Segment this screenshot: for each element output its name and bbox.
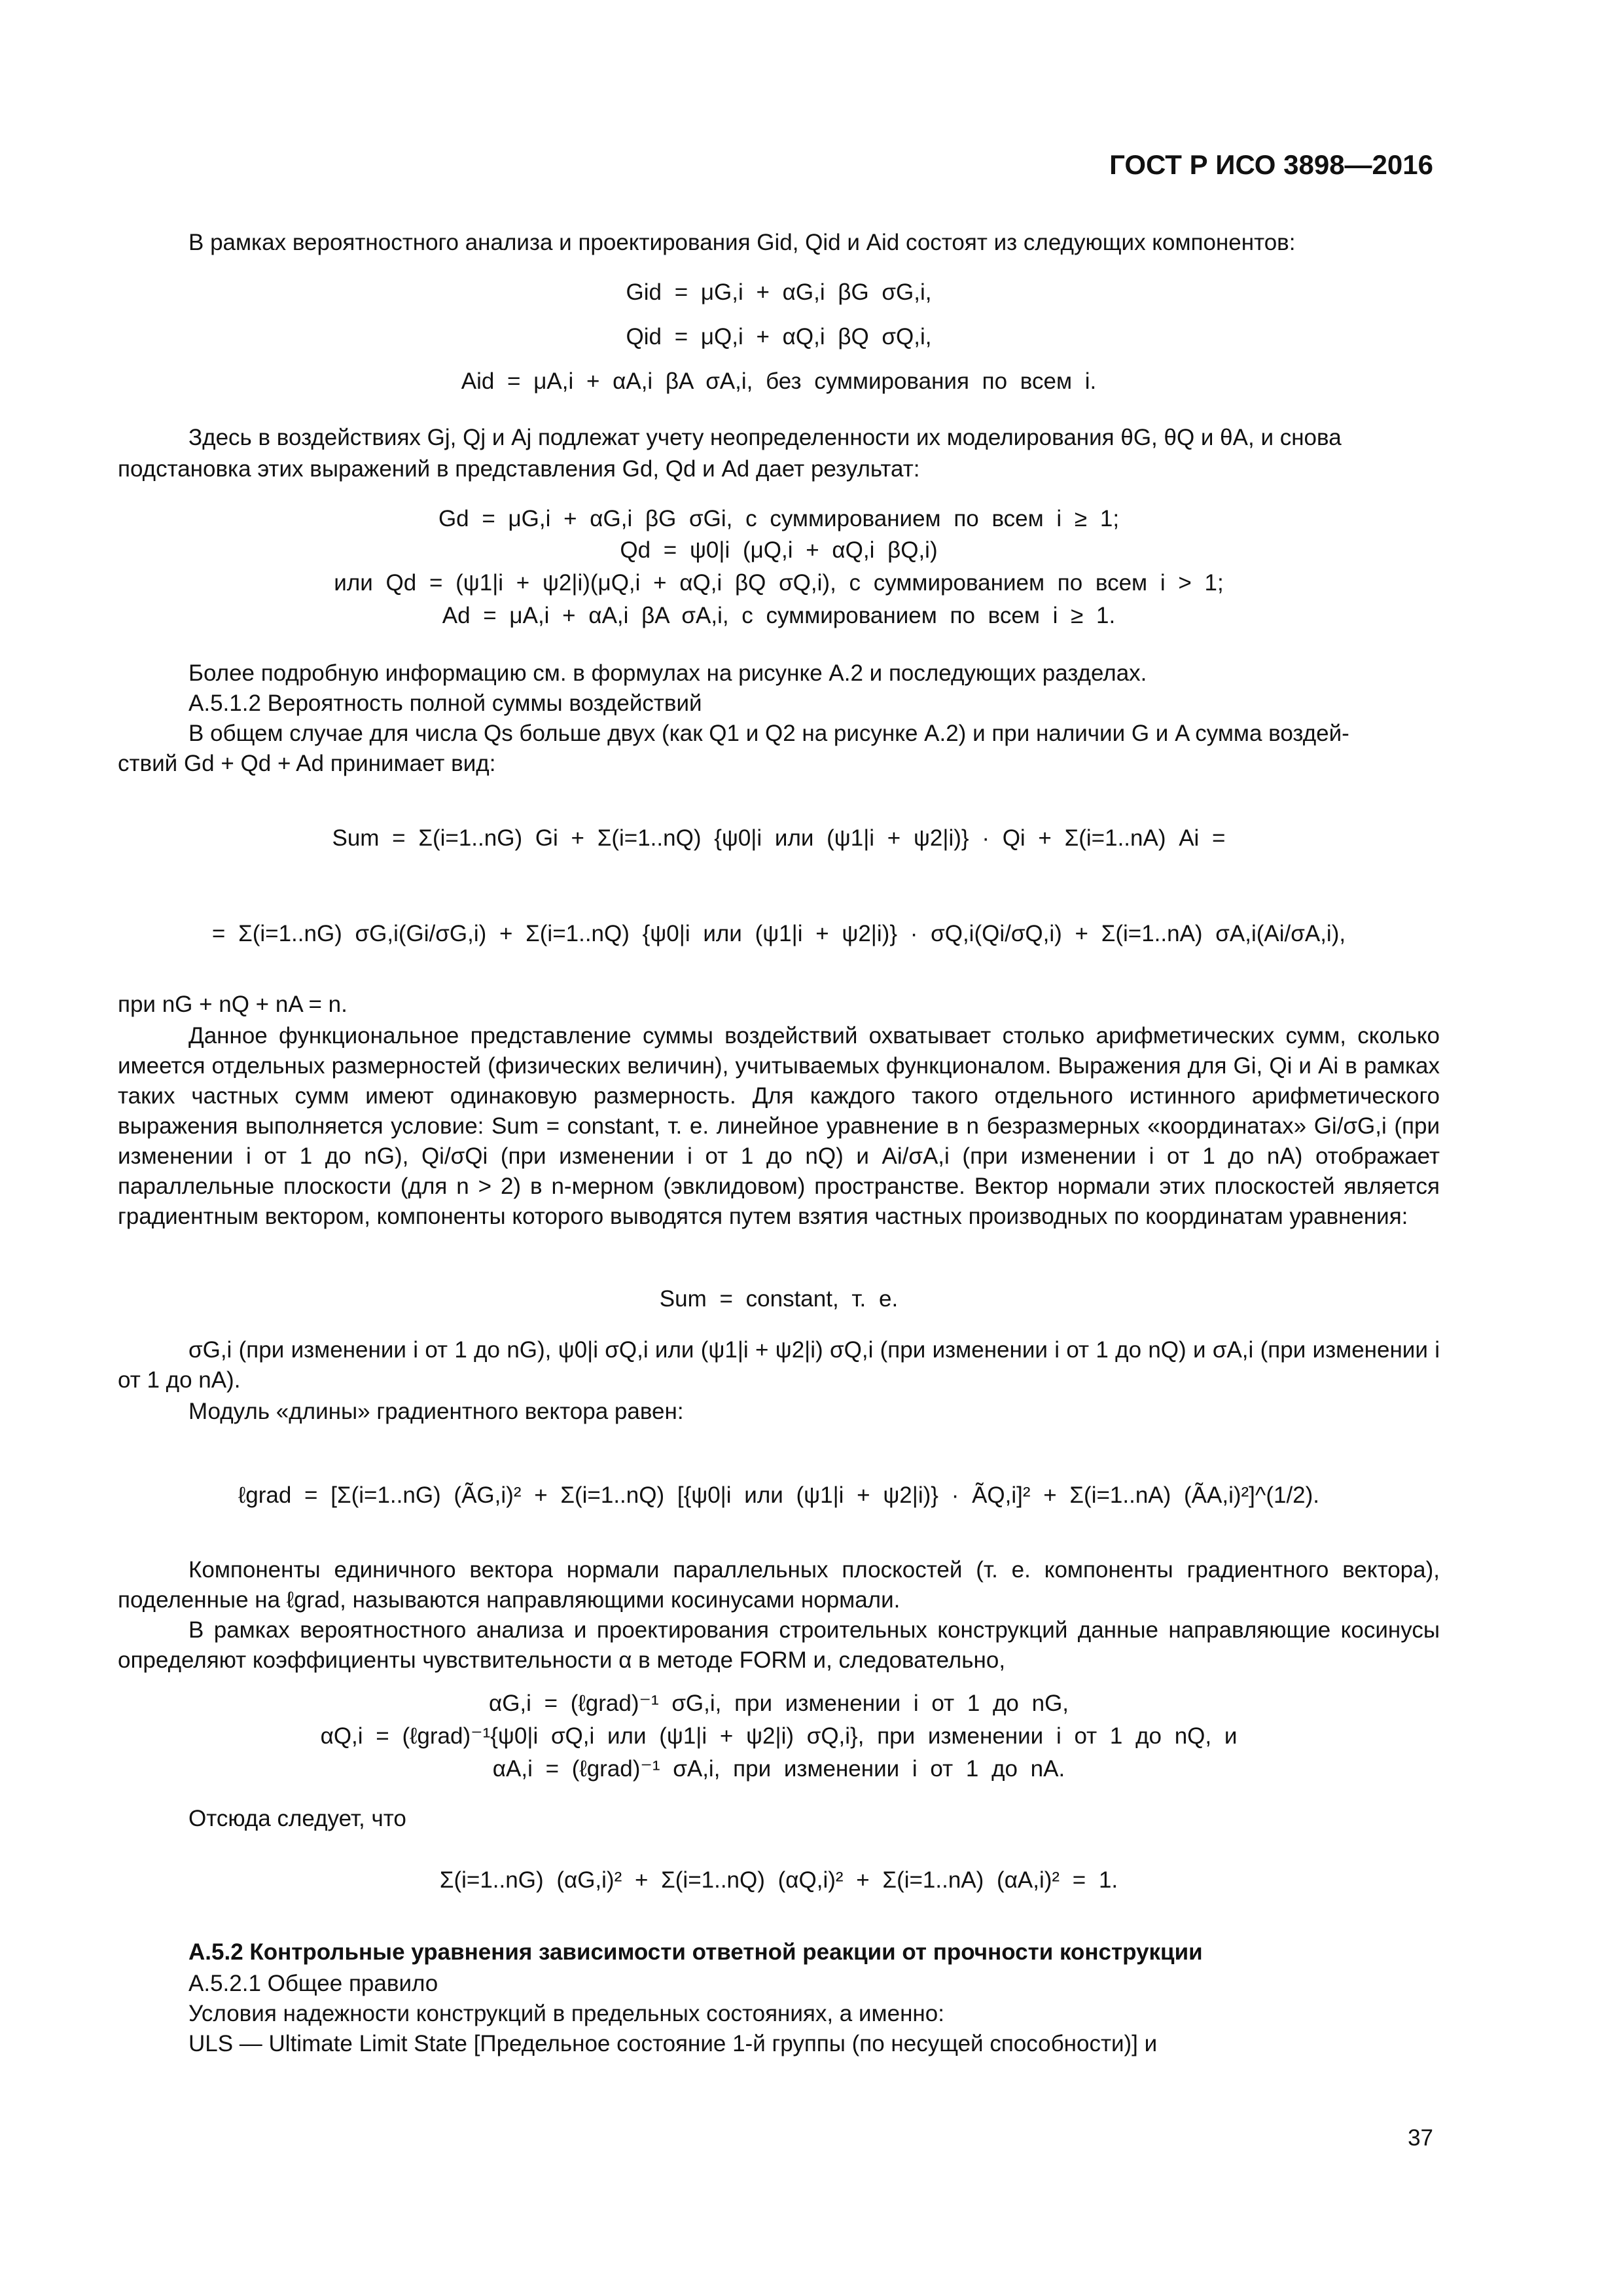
page-number: 37 — [1408, 2125, 1433, 2151]
text-line: Здесь в воздействиях Gj, Qj и Aj подлежат учету неопределенности их моделирования θG, θQ и θA, и снова — [188, 425, 1342, 450]
formula: Gid = μG,i + αG,i βG σG,i, — [626, 279, 932, 305]
paragraph — [118, 1021, 1440, 1232]
formula: αA,i = (ℓgrad)⁻¹ σA,i, при изменении i от 1 до nA. — [492, 1756, 1065, 1782]
formula: αQ,i = (ℓgrad)⁻¹{ψ0|i σQ,i или (ψ1|i + ψ2|i) σQ,i}, при изменении i от 1 до nQ, и — [320, 1723, 1238, 1749]
formula-gradient: ℓgrad = [Σ(i=1..nG) (ÃG,i)² + Σ(i=1..nQ) [{ψ0|i или (ψ1|i + ψ2|i)} · ÃQ,i]² + Σ(i=1..nA) (ÃA,i)²]^(1/2). — [238, 1482, 1320, 1508]
paragraph-text: В рамках вероятностного анализа и проектирования строительных конструкций данные направляющие косинусы определяют коэффициенты чувствительности α в методе FORM и, следовательно, — [118, 1617, 1440, 1673]
formula: Σ(i=1..nG) (αG,i)² + Σ(i=1..nQ) (αQ,i)² + Σ(i=1..nA) (αA,i)² = 1. — [439, 1867, 1118, 1893]
formula: Gd = μG,i + αG,i βG σGi, с суммированием по всем i ≥ 1; — [438, 506, 1120, 531]
formula: или Qd = (ψ1|i + ψ2|i)(μQ,i + αQ,i βQ σQ,i), с суммированием по всем i > 1; — [334, 570, 1224, 596]
text-line: ствий Gd + Qd + Ad принимает вид: — [118, 751, 496, 776]
text-line: В общем случае для числа Qs больше двух (как Q1 и Q2 на рисунке А.2) и при наличии G и A сумма воздей- — [188, 721, 1349, 746]
formula: Sum = constant, т. е. — [659, 1286, 899, 1312]
formula: Aid = μA,i + αA,i βA σA,i, без суммирования по всем i. — [461, 368, 1097, 394]
formula-sum: Sum = Σ(i=1..nG) Gi + Σ(i=1..nQ) {ψ0|i или (ψ1|i + ψ2|i)} · Qi + Σ(i=1..nA) Ai = — [332, 825, 1226, 851]
text-line: подстановка этих выражений в представления Gd, Qd и Ad дает результат: — [118, 456, 920, 482]
paragraph — [118, 1335, 1440, 1395]
text-line: ULS — Ultimate Limit State [Предельное состояние 1-й группы (по несущей способности)] и — [188, 2031, 1158, 2056]
formula: αG,i = (ℓgrad)⁻¹ σG,i, при изменении i от 1 до nG, — [488, 1691, 1069, 1716]
paragraph — [118, 1615, 1440, 1676]
section-heading: А.5.2 Контрольные уравнения зависимости ответной реакции от прочности конструкции — [188, 1939, 1203, 1965]
formula-sum: = Σ(i=1..nG) σG,i(Gi/σG,i) + Σ(i=1..nQ) {ψ0|i или (ψ1|i + ψ2|i)} · σQ,i(Qi/σQ,i) + Σ(i=1..nA) σA,i(Ai/σA,i), — [211, 921, 1346, 946]
paragraph-text: σG,i (при изменении i от 1 до nG), ψ0|i σQ,i или (ψ1|i + ψ2|i) σQ,i (при изменении i от 1 до nQ) и σA,i (при изменении i от 1 до nA). — [118, 1337, 1440, 1393]
paragraph-text: Компоненты единичного вектора нормали параллельных плоскостей (т. е. компоненты градиентного вектора), поделенные на ℓgrad, называются направляющими косинусами нормали. — [118, 1557, 1440, 1613]
text-line: при nG + nQ + nA = n. — [118, 992, 348, 1017]
text-line: Модуль «длины» градиентного вектора равен: — [188, 1399, 684, 1424]
formula: Qd = ψ0|i (μQ,i + αQ,i βQ,i) — [620, 537, 938, 563]
paragraph — [118, 1555, 1440, 1615]
text-line: В рамках вероятностного анализа и проектирования Gid, Qid и Aid состоят из следующих компонентов: — [188, 230, 1296, 255]
formula: Ad = μA,i + αA,i βA σA,i, с суммированием по всем i ≥ 1. — [442, 603, 1116, 628]
document-header: ГОСТ Р ИСО 3898—2016 — [1109, 149, 1433, 180]
text-line: Более подробную информацию см. в формулах на рисунке А.2 и последующих разделах. — [188, 660, 1147, 686]
text-line: Отсюда следует, что — [188, 1806, 406, 1831]
text-line: Условия надежности конструкций в предельных состояниях, а именно: — [188, 2001, 944, 2026]
paragraph-text: Данное функциональное представление суммы воздействий охватывает столько арифметических сумм, сколько имеется отдельных размерностей (физических величин), учитываемых функционалом. Выражения для Gi, Qi и Ai в рамках таких частных сумм имеют одинаковую размерность. Для каждого такого отдельного истинного арифметического выражения выполняется условие: Sum = constant, т. е. линейное уравнение в n безразмерных «координатах» Gi/σG,i (при изменении i от 1 до nG), Qi/σQi (при изменении i от 1 до nQ) и Ai/σA,i (при изменении i от 1 до nA) отображает параллельные плоскости (для n > 2) в n-мерном (эвклидовом) пространстве. Вектор нормали этих плоскостей является градиентным вектором, компоненты которого выводятся путем взятия частных производных по координатам уравнения: — [118, 1023, 1440, 1229]
formula: Qid = μQ,i + αQ,i βQ σQ,i, — [626, 324, 932, 350]
section-subheading: А.5.2.1 Общее правило — [188, 1971, 438, 1996]
section-subheading: А.5.1.2 Вероятность полной суммы воздействий — [188, 691, 702, 716]
